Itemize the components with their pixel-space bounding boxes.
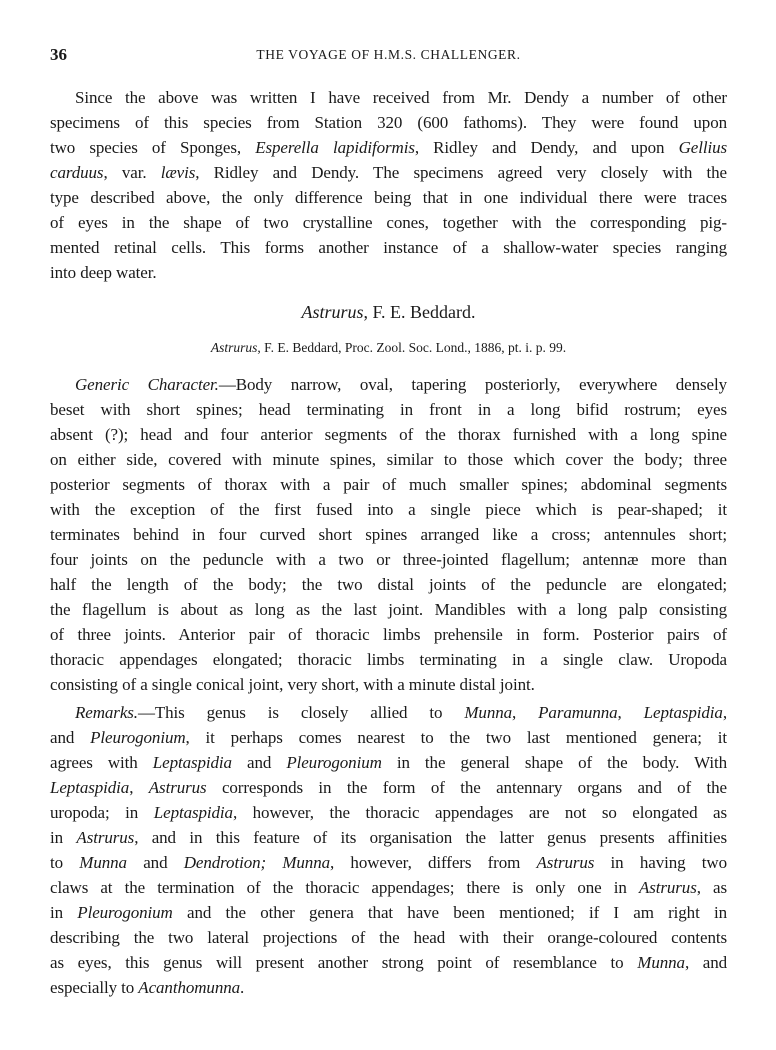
text-run: , however, the thoracic appendages are not so elongated as [232, 803, 728, 822]
text-line [50, 135, 727, 160]
page-number: 36 [50, 45, 67, 64]
text-run: on either side, covered with minute spines, similar to those which cover the body; three [50, 450, 727, 469]
italic-term: Leptaspidia [153, 803, 233, 822]
italic-term: Esperella lapidiformis [255, 138, 415, 157]
text-line [50, 522, 727, 547]
italic-term: carduus [50, 163, 104, 182]
running-header [50, 45, 727, 69]
reference-citation: , F. E. Beddard, Proc. Zool. Soc. Lond., 1886, pt. i. p. 99. [257, 340, 567, 355]
text-line [50, 85, 727, 110]
text-line [50, 647, 727, 672]
text-run: agrees with [50, 753, 153, 772]
text-run: , [617, 703, 644, 722]
text-line [50, 372, 727, 397]
italic-term: Pleurogonium [286, 753, 382, 772]
text-run: in having two [594, 853, 727, 872]
text-run: absent (?); head and four anterior segments of the thorax furnished with a long spine [50, 425, 727, 444]
text-run: type described above, the only difference being that in one individual there were traces [50, 188, 727, 207]
text-run: and [231, 753, 287, 772]
text-line [50, 210, 727, 235]
genus-author: , F. E. Beddard. [363, 302, 476, 322]
text-run: , [129, 778, 149, 797]
text-run: into deep water. [50, 263, 157, 282]
italic-term: Leptaspidia [50, 778, 130, 797]
text-run: and [50, 728, 91, 747]
genus-reference [50, 340, 727, 356]
text-line [50, 875, 727, 900]
paragraph-remarks [50, 700, 727, 1000]
text-line [50, 260, 727, 285]
text-run: and [126, 853, 184, 872]
text-line [50, 750, 727, 775]
text-line [50, 235, 727, 260]
text-line [50, 622, 727, 647]
text-run: . [240, 978, 245, 997]
text-run: terminates behind in four curved short spines arranged like a cross; antennules short; [50, 525, 727, 544]
italic-term: Leptaspidia [643, 703, 723, 722]
text-line [50, 800, 727, 825]
text-line [50, 397, 727, 422]
text-run: , and [684, 953, 728, 972]
text-line [50, 160, 727, 185]
italic-term: Paramunna [538, 703, 618, 722]
text-run: consisting of a single conical joint, very short, with a minute distal joint. [50, 675, 535, 694]
text-run: , var. [103, 163, 161, 182]
text-run: thoracic appendages elongated; thoracic limbs terminating in a single claw. Uropoda [50, 650, 727, 669]
italic-term: Munna [79, 853, 127, 872]
text-run: , and in this feature of its organisation the latter genus presents affinities [134, 828, 727, 847]
text-run: —This genus is closely allied to [137, 703, 465, 722]
text-run: and the other genera that have been mentioned; if I am right in [172, 903, 727, 922]
italic-term: Munna [464, 703, 513, 722]
text-run: four joints on the peduncle with a two or three-jointed flagellum; antennæ more than [50, 550, 727, 569]
text-run: corresponds in the form of the antennary organs and of the [206, 778, 727, 797]
text-line [50, 850, 727, 875]
text-run: beset with short spines; head terminating in front in a long bifid rostrum; eyes [50, 400, 727, 419]
italic-term: Gellius [678, 138, 728, 157]
text-line [50, 725, 727, 750]
text-line [50, 825, 727, 850]
text-run: , [512, 703, 539, 722]
text-line [50, 185, 727, 210]
text-line [50, 497, 727, 522]
text-line [50, 672, 727, 697]
text-line [50, 775, 727, 800]
italic-term: lævis [160, 163, 196, 182]
text-run: of three joints. Anterior pair of thoracic limbs prehensile in form. Posterior pairs of [50, 625, 727, 644]
text-run: in [50, 903, 78, 922]
text-run: as eyes, this genus will present another strong point of resemblance to [50, 953, 638, 972]
italic-term: Leptaspidia [152, 753, 232, 772]
text-line [50, 422, 727, 447]
text-run: half the length of the body; the two distal joints of the peduncle are elongated; [50, 575, 727, 594]
text-run: , however, differs from [330, 853, 537, 872]
text-run: with the exception of the first fused into a single piece which is pear-shaped; it [50, 500, 727, 519]
text-line [50, 700, 727, 725]
italic-term: Generic Character. [75, 375, 219, 394]
text-line [50, 925, 727, 950]
text-run: claws at the termination of the thoracic appendages; there is only one in [50, 878, 639, 897]
text-run: , it perhaps comes nearest to the two last mentioned genera; it [185, 728, 727, 747]
italic-term: Munna [637, 953, 685, 972]
text-line [50, 900, 727, 925]
genus-name: Astrurus [301, 302, 364, 322]
text-run: posterior segments of thorax with a pair of much smaller spines; abdominal segments [50, 475, 727, 494]
text-run: in [50, 828, 77, 847]
reference-genus-name: Astrurus [210, 340, 258, 355]
text-line [50, 447, 727, 472]
text-run: , Ridley and Dendy. The specimens agreed very closely with the [195, 163, 727, 182]
paragraph-generic-character [50, 372, 727, 697]
italic-term: Astrurus [638, 878, 697, 897]
text-run: —Body narrow, oval, tapering posteriorly, everywhere densely [218, 375, 728, 394]
text-run: the flagellum is about as long as the last joint. Mandibles with a long palp consisting [50, 600, 727, 619]
italic-term: Dendrotion; Munna [183, 853, 330, 872]
italic-term: Remarks. [75, 703, 138, 722]
paragraph-dendy-specimens [50, 85, 727, 285]
running-title: THE VOYAGE OF H.M.S. CHALLENGER. [256, 47, 521, 62]
text-run: Since the above was written I have received from Mr. Dendy a number of other [75, 88, 727, 107]
text-run: two species of Sponges, [50, 138, 256, 157]
text-run: to [50, 853, 80, 872]
genus-heading [50, 302, 727, 323]
text-run: in the general shape of the body. With [381, 753, 727, 772]
text-run: mented retinal cells. This forms another instance of a shallow-water species ranging [50, 238, 727, 257]
italic-term: Pleurogonium [90, 728, 186, 747]
text-run: describing the two lateral projections of the head with their orange-coloured contents [50, 928, 727, 947]
text-run: , as [696, 878, 727, 897]
text-run: , [722, 703, 727, 722]
italic-term: Astrurus [76, 828, 135, 847]
text-run: specimens of this species from Station 320 (600 fathoms). They were found upon [50, 113, 727, 132]
text-run: of eyes in the shape of two crystalline cones, together with the corresponding pig- [50, 213, 727, 232]
text-line [50, 110, 727, 135]
text-line [50, 975, 727, 1000]
italic-term: Astrurus [148, 778, 207, 797]
text-run: especially to [50, 978, 139, 997]
italic-term: Acanthomunna [138, 978, 241, 997]
text-run: , Ridley and Dendy, and upon [414, 138, 679, 157]
italic-term: Astrurus [536, 853, 595, 872]
text-line [50, 547, 727, 572]
text-line [50, 472, 727, 497]
text-line [50, 597, 727, 622]
text-line [50, 572, 727, 597]
text-line [50, 950, 727, 975]
italic-term: Pleurogonium [77, 903, 173, 922]
text-run: uropoda; in [50, 803, 154, 822]
